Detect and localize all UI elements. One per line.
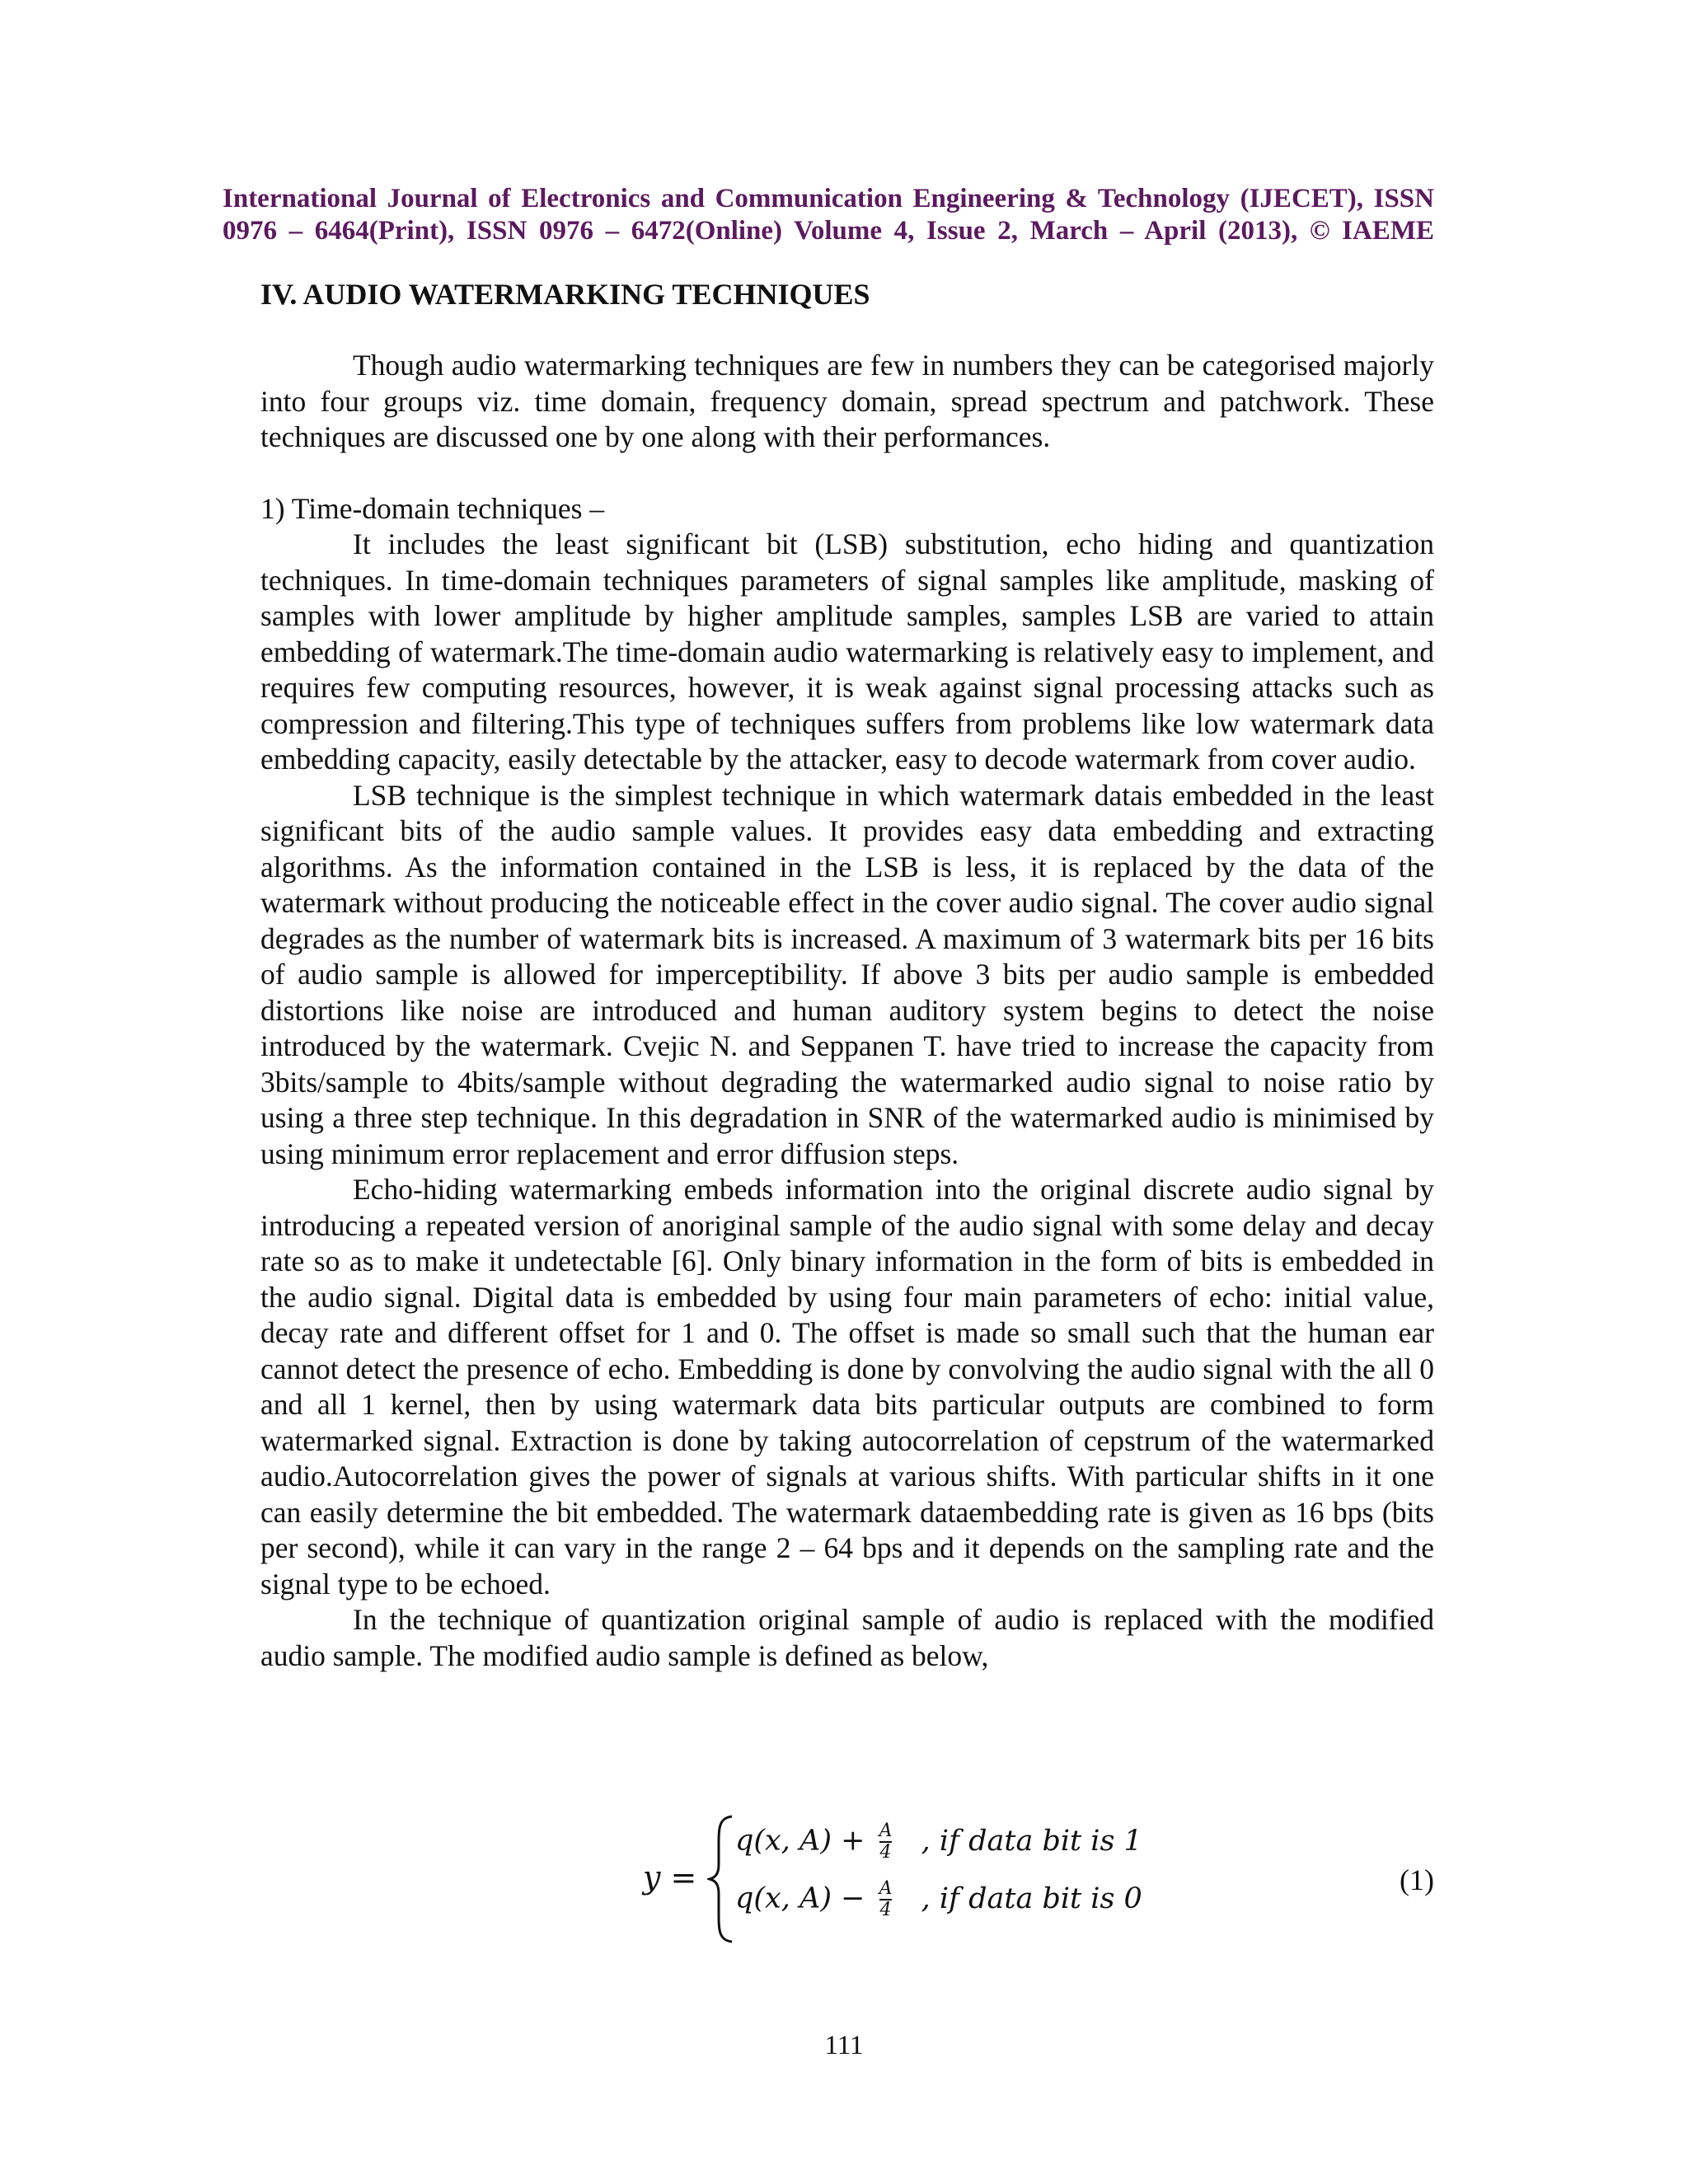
subheading-time-domain: 1) Time-domain techniques – [260,491,605,525]
case-1-condition: , if data bit is 1 [921,1824,1142,1858]
paragraph-quantization: In the technique of quantization original sample of audio is replaced with the modified audio sample. The modified audio sample is defined as below, [260,1603,1434,1672]
case-2-fraction-denominator: 4 [879,1900,892,1920]
left-brace-icon [707,1813,735,1945]
paragraph-time-domain: It includes the least significant bit (LSB) substitution, echo hiding and quantization techniques. In time-domain techniques parameters of signal samples like amplitude, masking of samples with lower amplitude by higher amplitude samples, samples LSB are varied to attain embedding of watermark.The time-domain audio watermarking is relatively easy to implement, and requires few computing resources, however, it is weak against signal processing attacks such as compression and filtering.This type of techniques suffers from problems like low watermark data embedding capacity, easily detectable by the attacker, easy to decode watermark from cover audio. [260,527,1434,776]
case-1-fraction-numerator: A [879,1821,893,1841]
equation-case-1 [735,1821,1142,1863]
section-title: IV. AUDIO WATERMARKING TECHNIQUES [260,278,870,311]
paragraph-lsb: LSB technique is the simplest technique in which watermark datais embedded in the least significant bits of the audio sample values. It provides easy data embedding and extracting algorithms. As the information contained in the LSB is less, it is replaced by the data of the watermark without producing the noticeable effect in the cover audio signal. The cover audio signal degrades as the number of watermark bits is increased. A maximum of 3 watermark bits per 16 bits of audio sample is allowed for imperceptibility. If above 3 bits per audio sample is embedded distortions like noise are introduced and human auditory system begins to detect the noise introduced by the watermark. Cvejic N. and Seppanen T. have tried to increase the capacity from 3bits/sample to 4bits/sample without degrading the watermarked audio signal to noise ratio by using a three step technique. In this degradation in SNR of the watermarked audio is minimised by using minimum error replacement and error diffusion steps. [260,778,1434,1170]
case-1-fraction-denominator: 4 [879,1842,892,1863]
case-2-condition: , if data bit is 0 [921,1882,1142,1915]
equation-lhs: y = [643,1859,697,1896]
equation-number: (1) [1400,1863,1434,1896]
equation-case-2 [735,1879,1142,1920]
case-2-fraction [879,1879,893,1920]
case-1-fraction [879,1821,893,1863]
journal-header [223,183,1434,247]
case-2-fraction-numerator: A [879,1878,893,1899]
case-1-expression: q(x, A) + [735,1824,865,1858]
equation-1 [643,1813,1434,1945]
page-number: 111 [824,2031,864,2060]
journal-header-line-2: 0976 – 6464(Print), ISSN 0976 – 6472(Online) Volume 4, Issue 2, March – April (2013), © IAEME [223,216,1434,246]
body-text [260,348,1434,1674]
paragraph-echo-hiding: Echo-hiding watermarking embeds information into the original discrete audio signal by introducing a repeated version of anoriginal sample of the audio signal with some delay and decay rate so as to make it undetectable [6]. Only binary information in the form of bits is embedded in the audio signal. Digital data is embedded by using four main parameters of echo: initial value, decay rate and different offset for 1 and 0. The offset is made so small such that the human ear cannot detect the presence of echo. Embedding is done by convolving the audio signal with the all 0 and all 1 kernel, then by using watermark data bits particular outputs are combined to form watermarked signal. Extraction is done by taking autocorrelation of cepstrum of the watermarked audio.Autocorrelation gives the power of signals at various shifts. With particular shifts in it one can easily determine the bit embedded. The watermark dataembedding rate is given as 16 bps (bits per second), while it can vary in the range 2 – 64 bps and it depends on the sampling rate and the signal type to be echoed. [260,1173,1434,1601]
intro-paragraph: Though audio watermarking techniques are few in numbers they can be categorised majorly into four groups viz. time domain, frequency domain, spread spectrum and patchwork. These techniques are discussed one by one along with their performances. [260,349,1434,453]
case-2-expression: q(x, A) − [735,1882,865,1915]
journal-header-line-1: International Journal of Electronics and Communication Engineering & Technology (IJECET), ISSN [223,184,1434,213]
